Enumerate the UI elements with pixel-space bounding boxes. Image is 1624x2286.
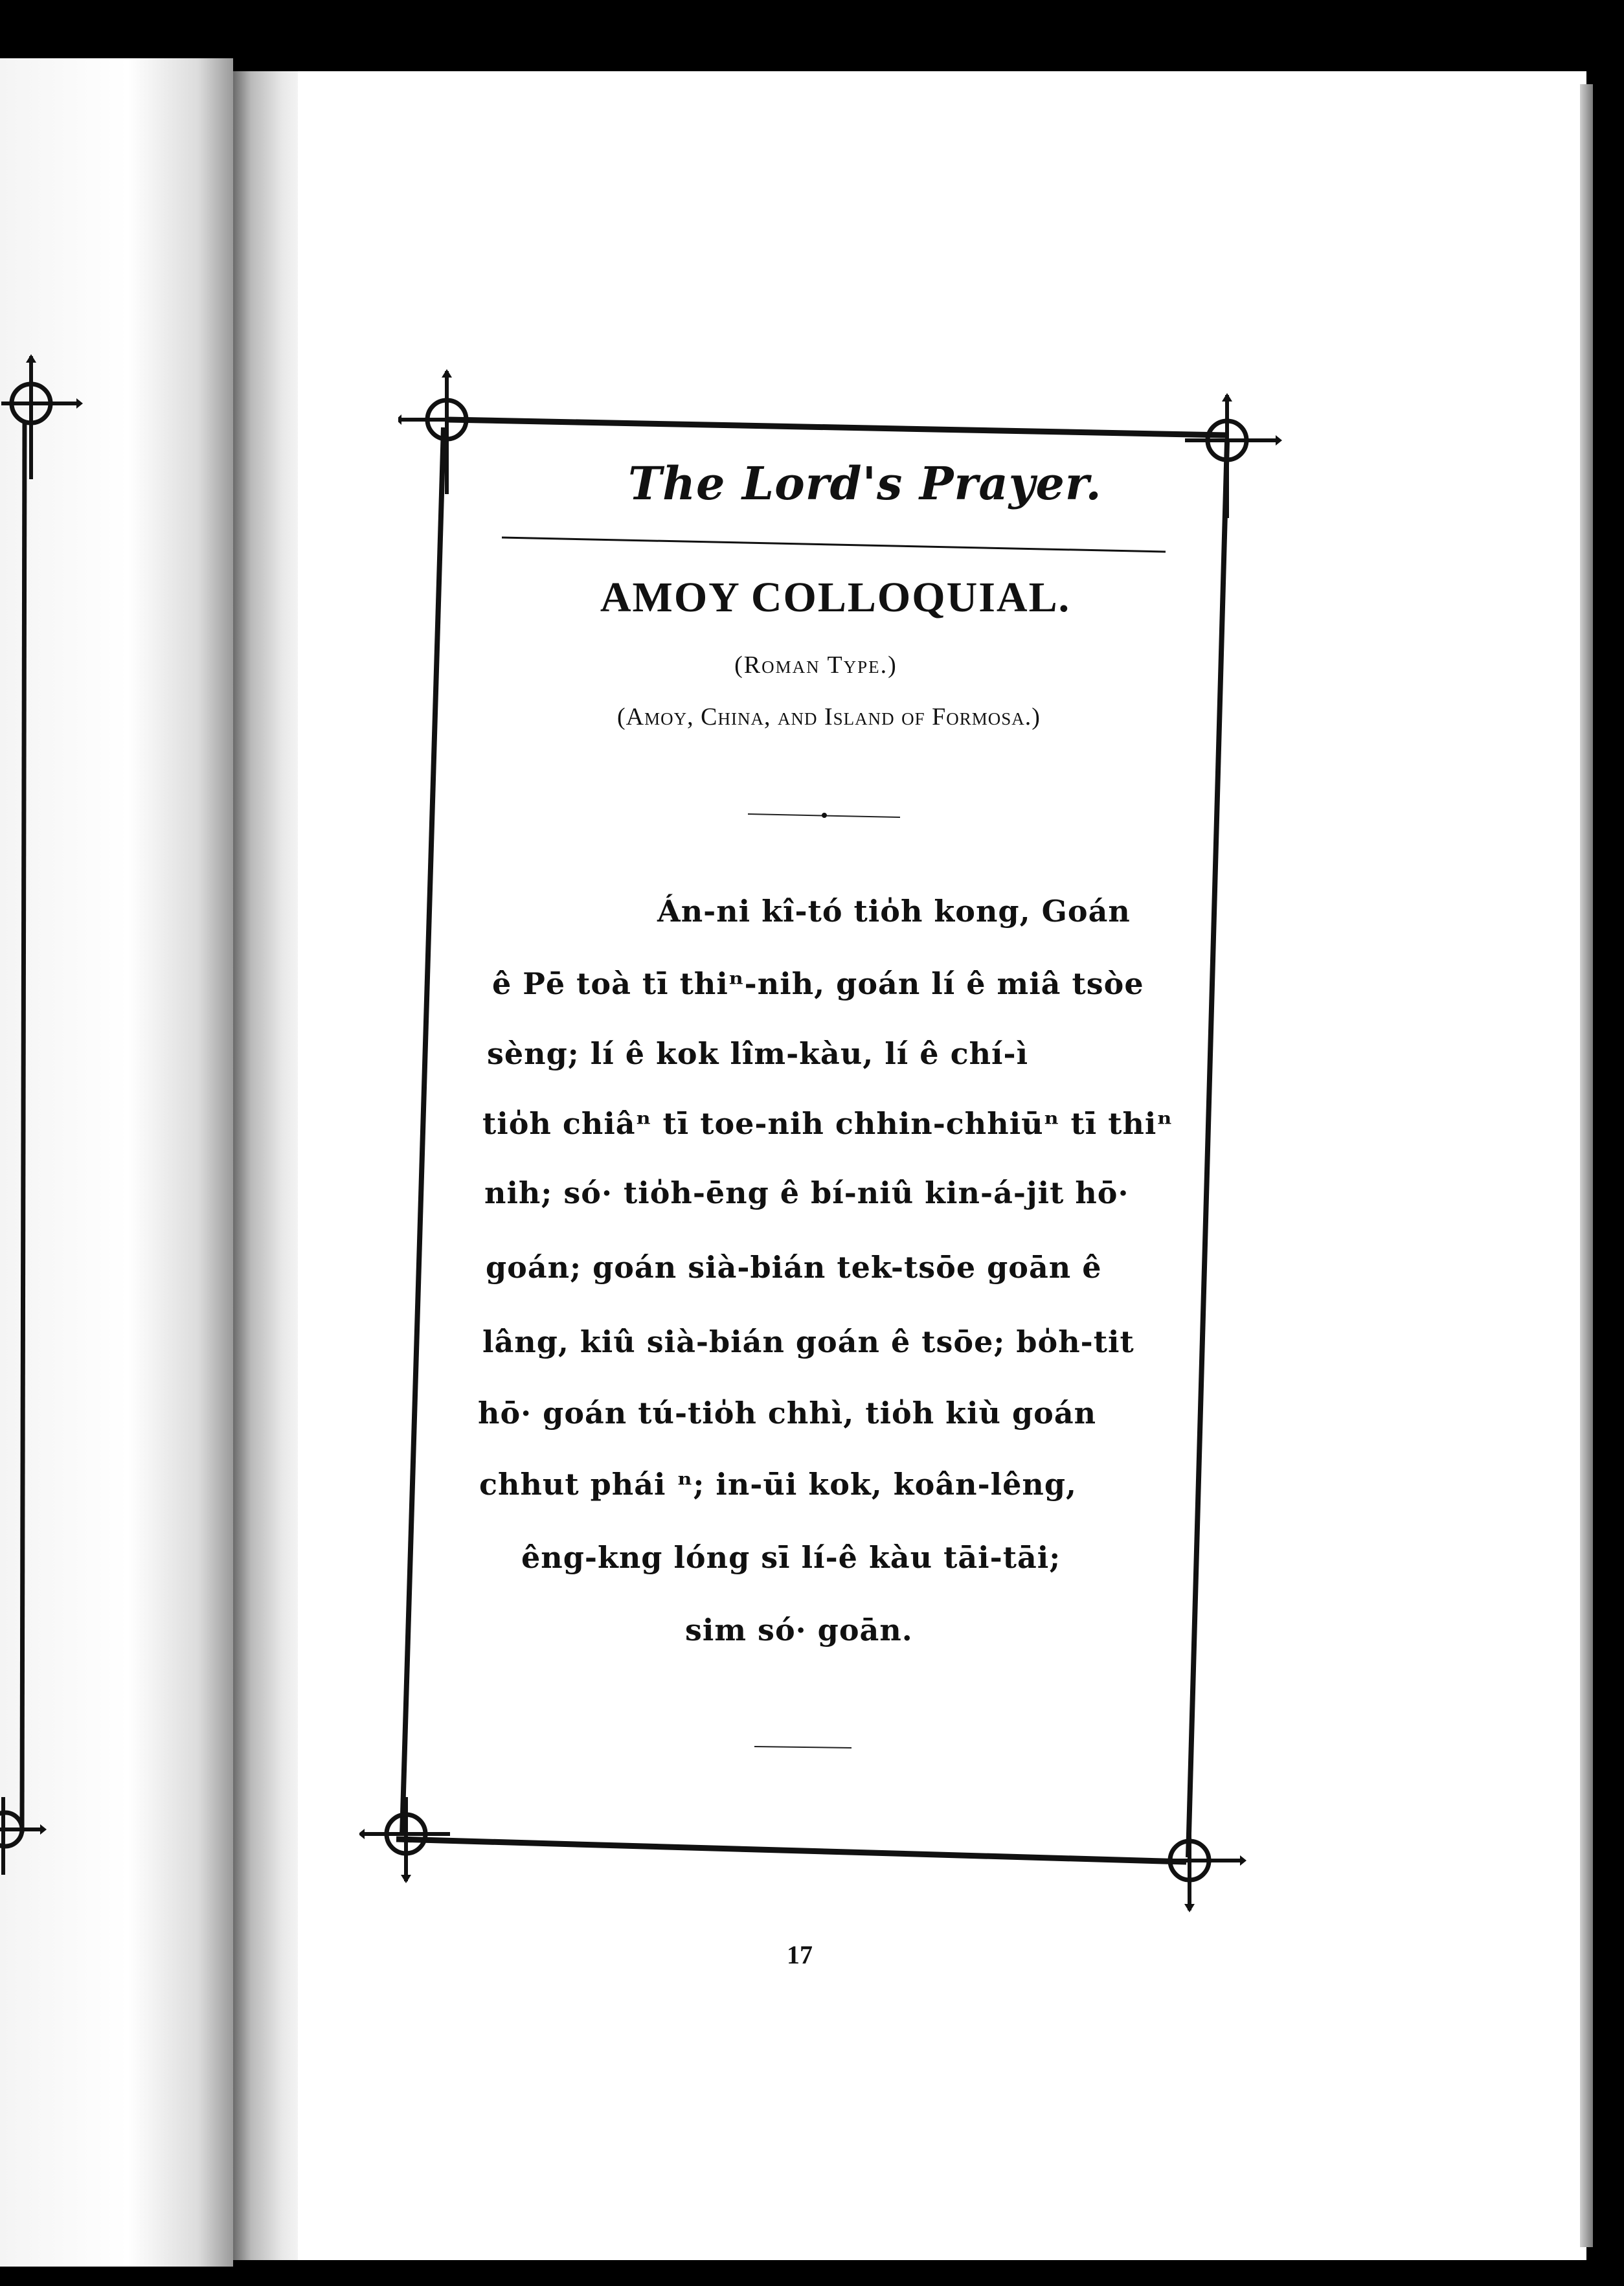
prayer-line: goán; goán sià-bián tek-tsōe goān ê [486,1250,1102,1285]
prayer-line: lâng, kiû sià-bián goán ê tsōe; bo̍h-tit [482,1324,1134,1359]
frame-top-line [448,420,1226,435]
location-note: (Amoy, China, and Island of Formosa.) [617,703,1041,730]
prayer-heading: The Lord's Prayer. [628,457,1102,510]
prayer-line: nih; só· tio̍h-ēng ê bí-niû kin-á-jit hō· [484,1175,1129,1210]
cross-ornament-icon [359,1794,457,1884]
prayer-line: chhut phái ⁿ; in-ūi kok, koân-lêng, [479,1467,1077,1502]
frame-right-line [1188,442,1227,1857]
language-title: AMOY COLLOQUIAL. [600,574,1071,621]
end-rule [754,1747,851,1748]
page-number: 17 [787,1940,813,1969]
cross-ornament-icon [1143,1816,1246,1914]
prayer-line: ê Pē toà tī thiⁿ-nih, goán lí ê miâ tsòe [492,966,1144,1001]
cross-ornament-icon [0,353,84,482]
prayer-line: hō· goán tú-tio̍h chhì, tio̍h kiù goán [478,1396,1097,1431]
title-rule [502,538,1166,552]
frame-left-line [402,427,444,1836]
prayer-line: sèng; lí ê kok lîm-kàu, lí ê chí-ì [487,1036,1029,1071]
separator-dot [822,813,827,818]
cross-ornament-icon [398,368,495,497]
prayer-line: tio̍h chiâⁿ tī toe-nih chhin-chhiūⁿ tī thiⁿ [482,1106,1173,1141]
cross-ornament-icon [0,1794,52,1878]
prayer-line: êng-kng lóng sī lí-ê kàu tāi-tāi; [521,1540,1061,1575]
type-note: (Roman Type.) [734,651,897,679]
prayer-line: sim só· goān. [685,1613,913,1647]
left-page-border-line [22,421,25,1833]
cross-ornament-icon [1179,392,1282,521]
prayer-line: Án-ni kî-tó tio̍h kong, Goán [657,894,1131,929]
frame-bottom-line [396,1839,1186,1862]
